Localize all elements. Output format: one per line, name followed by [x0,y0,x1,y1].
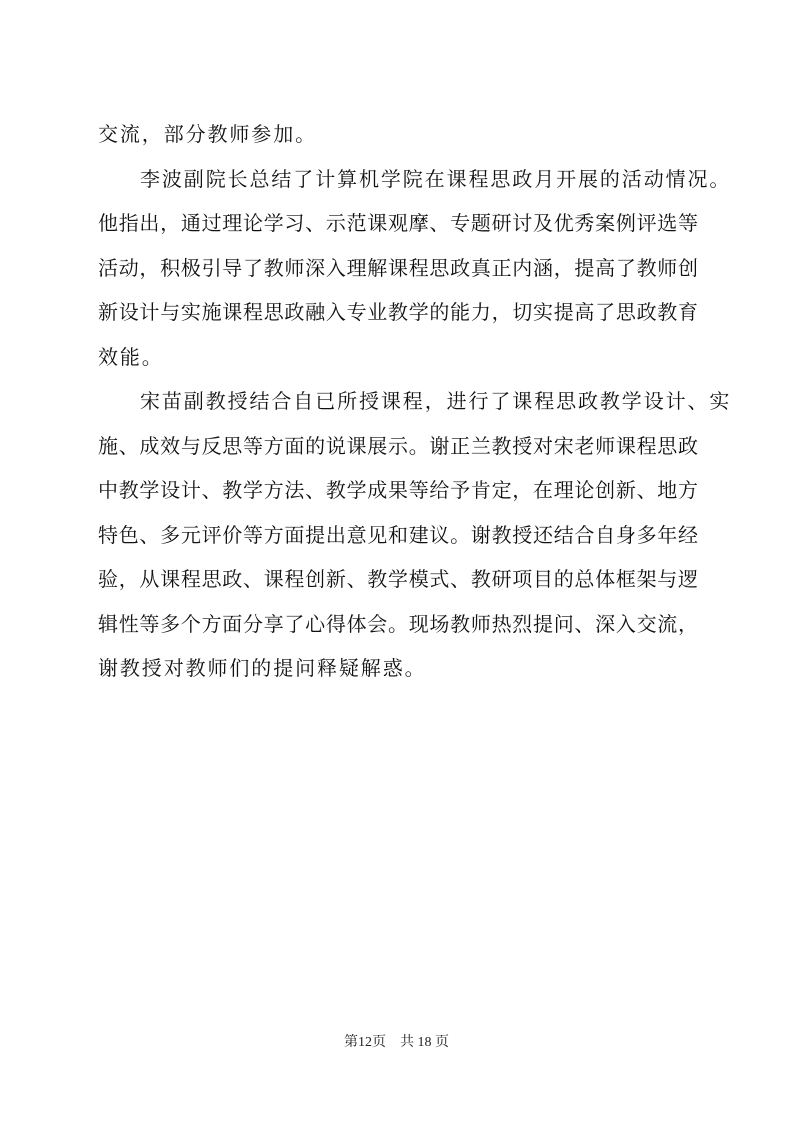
total-pages: 共 18 页 [400,1035,449,1050]
paragraph-start-line: 宋苗副教授结合自已所授课程，进行了课程思政教学设计、实 [140,389,732,413]
page-footer [0,1031,793,1051]
text-line: 他指出，通过理论学习、示范课观摩、专题研讨及优秀案例评选等 [98,211,698,235]
paragraph-start-line: 李波副院长总结了计算机学院在课程思政月开展的活动情况。 [140,166,732,191]
text-line: 新设计与实施课程思政融入专业教学的能力，切实提高了思政教育 [98,300,698,324]
text-line: 中教学设计、教学方法、教学成果等给予肯定，在理论创新、地方 [98,478,698,502]
text-line: 谢教授对教师们的提问释疑解惑。 [98,656,427,680]
text-line: 辑性等多个方面分享了心得体会。现场教师热烈提问、深入交流， [98,611,698,636]
text-line: 特色、多元评价等方面提出意见和建议。谢教授还结合自身多年经 [98,522,698,547]
text-line: 交流，部分教师参加。 [98,122,317,146]
text-line: 活动，积极引导了教师深入理解课程思政真正内涵，提高了教师创 [98,255,698,280]
text-line: 效能。 [98,344,164,369]
page-number: 第12页 [344,1035,386,1050]
text-line: 施、成效与反思等方面的说课展示。谢正兰教授对宋老师课程思政 [98,433,698,458]
document-body [98,112,732,691]
text-line: 验，从课程思政、课程创新、教学模式、教研项目的总体框架与逻 [98,567,698,591]
